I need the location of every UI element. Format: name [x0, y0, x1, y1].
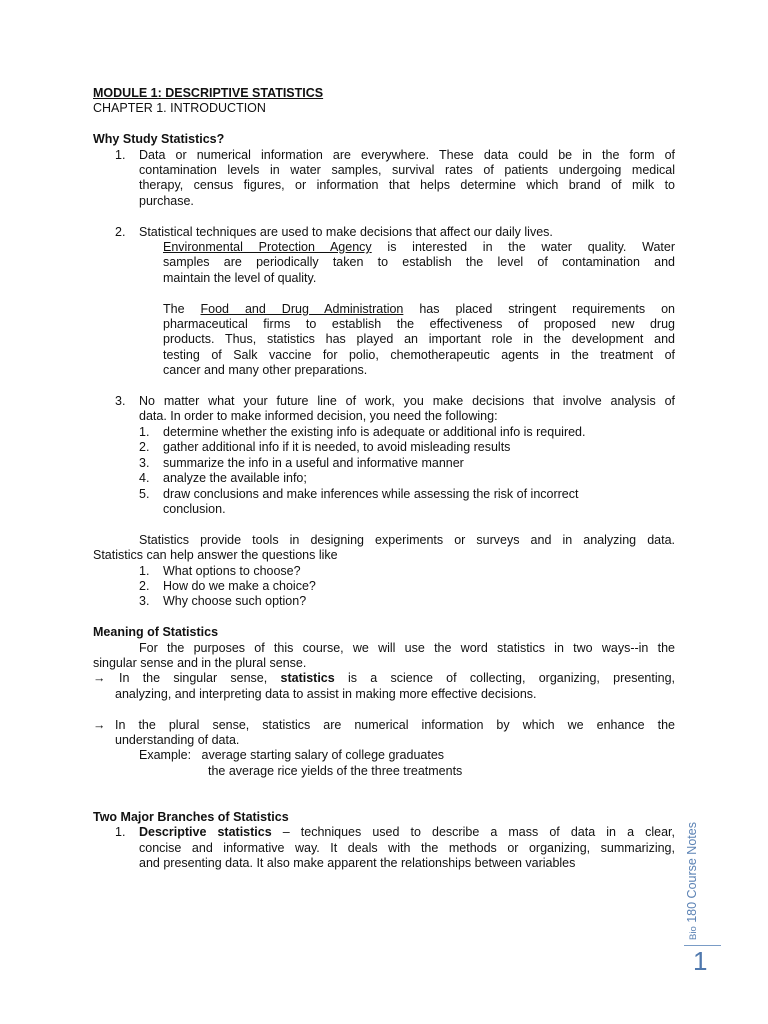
paragraph-text: has placed stringent requirements on — [403, 301, 675, 316]
statistics-term: statistics — [280, 671, 335, 686]
paragraph-line: contamination levels in water samples, survival rates of patients undergoing medical — [139, 163, 675, 178]
item-number: 3. — [139, 455, 150, 470]
item-number: 4. — [139, 471, 150, 486]
question-text: How do we make a choice? — [163, 578, 316, 593]
example-text: average starting salary of college graduates — [201, 748, 445, 763]
arrow-icon: → — [93, 717, 106, 732]
arrow-icon: → — [93, 671, 106, 686]
question-text: Why choose such option? — [163, 594, 307, 609]
paragraph-line: purchase. — [139, 193, 194, 208]
page-number: 1 — [693, 946, 708, 976]
paragraph-text: The — [163, 301, 201, 316]
plural-definition — [93, 718, 675, 749]
paragraph-line: In the plural sense, statistics are numerical information by which we enhance the — [115, 717, 675, 732]
fda-link[interactable]: Food and Drug Administration — [200, 301, 404, 316]
sub-list-item — [93, 471, 675, 486]
paragraph-line: testing of Salk vaccine for polio, chemotherapeutic agents in the treatment of — [163, 347, 675, 362]
paragraph-line: Data or numerical information are everywhere. These data could be in the form of — [139, 147, 675, 162]
paragraph-line: maintain the level of quality. — [163, 270, 317, 285]
item-number: 3. — [139, 594, 150, 609]
item-number: 1. — [139, 424, 150, 439]
item-number: 1. — [139, 563, 150, 578]
paragraph-line: Statistical techniques are used to make decisions that affect our daily lives. — [139, 224, 553, 239]
sub-list-item — [93, 487, 675, 518]
paragraph-line: For the purposes of this course, we will use the word statistics in two ways--in the — [139, 640, 675, 655]
singular-definition — [93, 671, 675, 702]
paragraph-line: singular sense and in the plural sense. — [93, 655, 307, 670]
item-number: 2. — [139, 578, 150, 593]
paragraph-line: pharmaceutical firms to establish the effectiveness of proposed new drug — [163, 317, 675, 332]
item-number: 5. — [139, 486, 150, 501]
example-label: Example: — [139, 748, 192, 763]
item-number: 2. — [139, 440, 150, 455]
why-item-1 — [93, 148, 675, 210]
sub-item-text: analyze the available info; — [163, 471, 307, 486]
branch-item-1 — [93, 825, 675, 871]
meaning-heading: Meaning of Statistics — [93, 625, 219, 640]
paragraph-line: Statistics provide tools in designing experiments or surveys and in analyzing data. — [139, 532, 675, 547]
sub-item-text: gather additional info if it is needed, to avoid misleading results — [163, 440, 511, 455]
item-number: 2. — [115, 224, 126, 239]
sub-list-item — [93, 456, 675, 471]
sub-item-text: summarize the info in a useful and informative manner — [163, 455, 464, 470]
paragraph-line: analyzing, and interpreting data to assist in making more effective decisions. — [115, 686, 537, 701]
paragraph-line: concise and informative way. It deals with the methods or organizing, summarizing, — [139, 840, 675, 855]
paragraph-text: In the singular sense, — [119, 671, 281, 686]
why-item-2 — [93, 225, 675, 240]
paragraph-text: is interested in the water quality. Water — [371, 240, 675, 255]
course-notes-label — [685, 822, 701, 940]
course-prefix: Bio — [688, 926, 699, 940]
sub-list-item — [93, 440, 675, 455]
question-text: What options to choose? — [163, 563, 301, 578]
sub-item-text: conclusion. — [163, 501, 226, 516]
item-number: 1. — [115, 147, 126, 162]
chapter-title: CHAPTER 1. INTRODUCTION — [93, 101, 266, 116]
example-block — [93, 748, 675, 779]
paragraph-line — [163, 302, 675, 317]
paragraph-line: and presenting data. It also make apparent the relationships between variables — [139, 856, 576, 871]
why-heading: Why Study Statistics? — [93, 132, 225, 147]
question-item — [93, 564, 675, 579]
paragraph-line: data. In order to make informed decision, you need the following: — [139, 409, 498, 424]
branches-heading: Two Major Branches of Statistics — [93, 809, 289, 824]
paragraph-line: therapy, census figures, or information that helps determine which brand of milk to — [139, 178, 675, 193]
paragraph-line — [163, 240, 675, 255]
paragraph-text: – techniques used to describe a mass of data in a clear, — [271, 825, 675, 840]
sub-list-item — [93, 425, 675, 440]
epa-paragraph — [93, 240, 675, 379]
paragraph-line: products. Thus, statistics has played an important role in the development and — [163, 332, 675, 347]
paragraph-line — [115, 671, 675, 686]
document-body — [93, 86, 675, 872]
item-number: 3. — [115, 394, 126, 409]
example-text: the average rice yields of the three treatments — [208, 763, 463, 778]
sub-item-text: draw conclusions and make inferences while assessing the risk of incorrect — [163, 486, 579, 501]
why-item-3 — [93, 394, 675, 425]
course-name: 180 Course Notes — [685, 822, 699, 927]
epa-link[interactable]: Environmental Protection Agency — [163, 240, 372, 255]
paragraph-text: is a science of collecting, organizing, presenting, — [334, 671, 676, 686]
paragraph-line: Statistics can help answer the questions like — [93, 548, 338, 563]
sub-item-text: determine whether the existing info is adequate or additional info is required. — [163, 424, 586, 439]
paragraph-line: No matter what your future line of work, you make decisions that involve analysis of — [139, 394, 675, 409]
question-item — [93, 594, 675, 609]
item-number: 1. — [115, 825, 126, 840]
paragraph-line: samples are periodically taken to establish the level of contamination and — [163, 255, 675, 270]
example-line — [139, 748, 675, 763]
module-title: MODULE 1: DESCRIPTIVE STATISTICS — [93, 86, 324, 100]
question-item — [93, 579, 675, 594]
paragraph-line — [139, 825, 675, 840]
paragraph-line: cancer and many other preparations. — [163, 363, 368, 378]
descriptive-term: Descriptive statistics — [139, 825, 272, 840]
paragraph-line: understanding of data. — [115, 732, 240, 747]
